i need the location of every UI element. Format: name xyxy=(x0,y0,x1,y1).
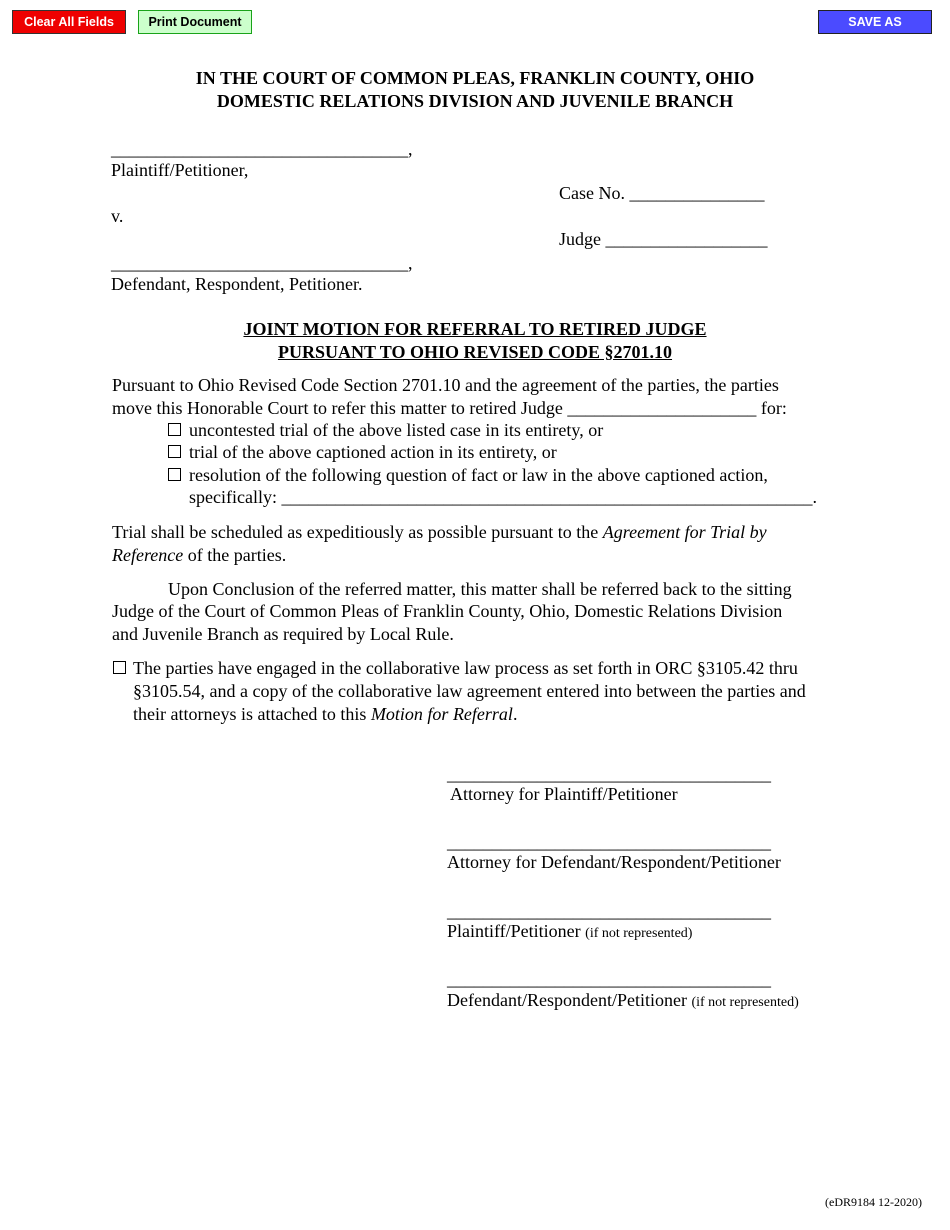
case-number-field[interactable]: Case No. _______________ xyxy=(559,183,765,203)
court-header-line1: IN THE COURT OF COMMON PLEAS, FRANKLIN COUNTY, OHIO xyxy=(195,68,755,88)
motion-title-line1: JOINT MOTION FOR REFERRAL TO RETIRED JUDGE xyxy=(243,319,707,339)
motion-title-line2: PURSUANT TO OHIO REVISED CODE §2701.10 xyxy=(277,342,673,362)
defendant-name-field[interactable]: _________________________________, xyxy=(111,253,413,273)
trial-paragraph-line2: Reference of the parties. xyxy=(112,545,287,565)
save-as-button[interactable]: SAVE AS xyxy=(818,10,932,34)
plaintiff-signature-label: Plaintiff/Petitioner (if not represented) xyxy=(447,921,693,941)
attorney-defendant-label: Attorney for Defendant/Respondent/Petitioner xyxy=(447,852,781,872)
signature-line-attorney-plaintiff[interactable]: ____________________________________ xyxy=(447,764,771,784)
intro-line1: Pursuant to Ohio Revised Code Section 2701.10 and the agreement of the parties, the parties xyxy=(112,375,779,395)
signature-line-attorney-defendant[interactable]: ____________________________________ xyxy=(447,832,771,852)
attorney-plaintiff-label: Attorney for Plaintiff/Petitioner xyxy=(450,784,678,804)
court-header-line2: DOMESTIC RELATIONS DIVISION AND JUVENILE BRANCH xyxy=(216,91,734,111)
clear-all-fields-button[interactable]: Clear All Fields xyxy=(12,10,126,34)
conclusion-line2: Judge of the Court of Common Pleas of Franklin County, Ohio, Domestic Relations Division xyxy=(112,601,783,621)
collaborative-law-checkbox[interactable] xyxy=(113,661,126,674)
option-uncontested-trial-label: uncontested trial of the above listed case in its entirety, or xyxy=(189,420,604,440)
defendant-signature-label: Defendant/Respondent/Petitioner (if not represented) xyxy=(447,990,799,1010)
collab-line2: §3105.54, and a copy of the collaborative law agreement entered into between the parties and xyxy=(133,681,806,701)
conclusion-line1: Upon Conclusion of the referred matter, this matter shall be referred back to the sitting xyxy=(168,579,792,599)
signature-line-defendant[interactable]: ____________________________________ xyxy=(447,969,771,989)
versus-label: v. xyxy=(111,206,124,226)
specifically-field[interactable]: specifically: ___________________________________________________________. xyxy=(189,487,817,507)
trial-paragraph-line1: Trial shall be scheduled as expeditiously as possible pursuant to the Agreement for Trial by xyxy=(112,522,767,542)
conclusion-line3: and Juvenile Branch as required by Local Rule. xyxy=(112,624,454,644)
option-resolution-label: resolution of the following question of fact or law in the above captioned action, xyxy=(189,465,768,485)
collab-line1: The parties have engaged in the collaborative law process as set forth in ORC §3105.42 thru xyxy=(133,658,798,678)
option-trial-checkbox[interactable] xyxy=(168,445,181,458)
form-id: (eDR9184 12-2020) xyxy=(825,1195,922,1209)
plaintiff-label: Plaintiff/Petitioner, xyxy=(111,160,249,180)
signature-line-plaintiff[interactable]: ____________________________________ xyxy=(447,901,771,921)
collab-line3: their attorneys is attached to this Motion for Referral. xyxy=(133,704,518,724)
option-uncontested-trial-checkbox[interactable] xyxy=(168,423,181,436)
defendant-label: Defendant, Respondent, Petitioner. xyxy=(111,274,363,294)
option-trial-label: trial of the above captioned action in its entirety, or xyxy=(189,442,557,462)
judge-field[interactable]: Judge __________________ xyxy=(559,229,768,249)
intro-line2-retired-judge-field[interactable]: move this Honorable Court to refer this matter to retired Judge _____________________ for: xyxy=(112,398,787,418)
plaintiff-name-field[interactable]: _________________________________, xyxy=(111,139,413,159)
print-document-button[interactable]: Print Document xyxy=(138,10,252,34)
option-resolution-checkbox[interactable] xyxy=(168,468,181,481)
